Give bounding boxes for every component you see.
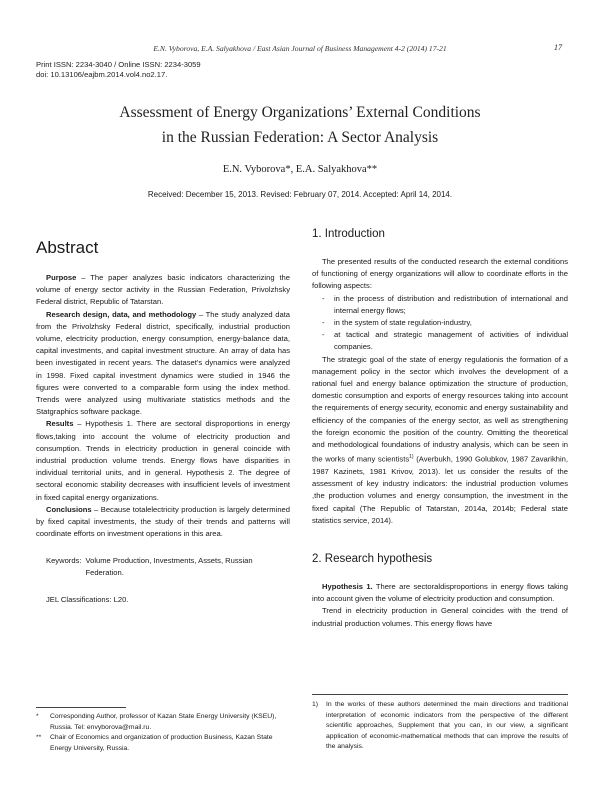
purpose-label: Purpose [46,273,77,282]
keywords [36,555,290,579]
authors: E.N. Vyborova*, E.A. Salyakhova** [222,164,378,175]
title-line-1: Assessment of Energy Organizations’ External Conditions [119,104,481,121]
list-item: - in the process of distribution and redistribution of international and internal energy flows; [322,293,568,315]
method-text: – The study analyzed data from the Privolzhsky Federal district, specifically, industrial production volume, electricity production, energy consumption, energy-balance data, capital investments, and capital investment structure. An array of data has been investigated in recent years. The dataset's dynamics were analyzed in 1998. Fixed capital investment dynamics were studied in 1946 the figures were converted to a comparable form using the index method. Trends were analyzed using multivariate statistics methods and the Statgraphics software package. [36,309,290,417]
page-number: 17 [554,43,562,52]
footnote-text: In the works of these authors determined the main directions and traditional interpretation of economic indicators from the perspective of the different scientific approaches, Supplement that you can, in our view, a significant application of economic-mathematical methods that can improve the results of the analysis. [326,701,568,751]
footnote-ref: 1) [409,454,414,461]
introduction-paragraph: The presented results of the conducted research the external conditions of functioning of energy organizations will allow to coordinate efforts in the following aspects: [312,257,568,291]
abstract-heading: Abstract [36,238,99,257]
footnote-text: Corresponding Author, professor of Kazan State Energy University (KSEU), Russia. Tel: envyborova@mail.ru. [50,713,277,731]
trend-paragraph: Trend in electricity production in General coincides with the trend of industrial production volumes. This energy flows have [312,606,568,628]
footnote-divider-left [36,707,126,708]
hypothesis-1-label: Hypothesis 1. [322,582,373,591]
abstract-conclusions [36,504,290,541]
abstract-purpose [36,272,290,309]
paper-title [40,100,560,150]
footnote-mark: * [36,713,39,720]
hypothesis-1-paragraph: Hypothesis 1. There are sectoraldisproportions in energy flows taking into account given the volume of electricity production and consumption. [312,582,568,604]
keywords-label: Keywords: [46,556,82,566]
body-column [312,228,568,630]
list-item: - at tactical and strategic management of activities of individual companies. [322,330,568,352]
hypothesis-heading: 2. Research hypothesis [312,553,433,565]
jel-classifications [36,595,290,604]
list-item: - in the system of state regulation-industry, [322,318,472,328]
doi-line: doi: 10.13106/eajbm.2014.vol4.no2.17. [36,70,168,79]
keywords-value: Volume Production, Investments, Assets, Russian Federation. [85,556,253,578]
received-dates: Received: December 15, 2013. Revised: February 07, 2014. Accepted: April 14, 2014. [147,190,453,199]
issn-block [36,60,201,80]
strategic-goal-paragraph: The strategic goal of the state of energy regulationis the formation of a management policy in the sector which involves the development of a rational fuel and energy balance optimization the structure of production, domestic consumption and exports of energy resources taking into account the requirements of energy security, economic and energy sustainability and efficiency of the companies of the energy sector, as well as strengthening the foreign economic the position of the country. Omitting the theoretical and methodological foundations of industry analysis, which can be seen in the works of many scientists$^{1)}$ (Averbukh, 1990 Golubkov, 1987 Zavarikhin, 1987 Kazinets, 1981 Krivov, 2013). let us consider the results of the assessment of key industry indicators: the industrial production volumes ,the production volumes and energy consumption, the investment in the fixed capital (The Republic of Tatarstan, 2014a, 2014b; Federal state statistics service, 2014). [312,354,568,525]
jel-label: JEL Classifications: [46,595,112,605]
aspects-list [312,293,568,354]
conclusions-text: – Because totalelectricity production is largely determined by fixed capital investments, the study of their trends and patterns will coordinate efforts on investment operations in this area. [36,504,290,539]
issn-line: Print ISSN: 2234-3040 / Online ISSN: 2234-3059 [36,60,201,69]
running-header: E.N. Vyborova, E.A. Salyakhova / East Asian Journal of Business Management 4-2 (2014) 17-21 [153,44,447,53]
conclusions-label: Conclusions [46,504,92,514]
author-footnotes [36,712,290,754]
abstract-method [36,309,290,419]
abstract-column [36,238,290,604]
abstract-results [36,418,290,503]
footnote-divider-right [312,694,568,695]
footnote-corresponding-author [36,712,290,733]
method-label: Research design, data, and methodology [46,309,197,319]
footnote-second-author [36,733,290,754]
footnote-text: Chair of Economics and organization of production Business, Kazan State Energy University, Russia. [50,734,273,752]
footnote-mark: ** [36,734,42,742]
results-text: – Hypothesis 1. There are sectoral disproportions in energy flows,taking into account the volume of electricity production and consumption. Trends in electricity production in general coincide with industrial production volume trends. Energy flows have disparities in individual territorial units, and in general. Hypothesis 2. The degree of sectoral economic stability decreases with insufficient levels of investment in fixed capital energy organizations. [36,419,290,502]
title-line-2: in the Russian Federation: A Sector Analysis [161,129,439,146]
introduction-heading: 1. Introduction [312,228,385,240]
jel-value: L20. [111,595,129,605]
footnote-mark: 1) [312,701,319,708]
purpose-text: – The paper analyzes basic indicators characterizing the volume of energy sector activity in the Russian Federation, Privolzhsky Federal district, Republic of Tatarstan. [36,273,290,307]
results-label: Results [46,419,74,429]
footnote-1 [312,700,568,753]
